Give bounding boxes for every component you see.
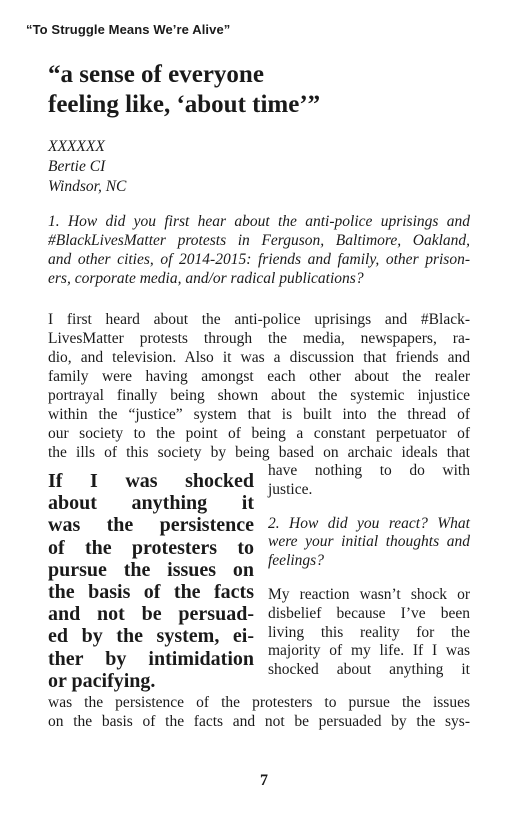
answer-1-line: have nothing to do with bbox=[268, 462, 470, 479]
pull-quote-line: pursue the issues on bbox=[48, 558, 254, 581]
pull-quote-line: about anything it bbox=[48, 492, 254, 515]
pull-quote-line: of the protesters to bbox=[48, 536, 254, 559]
answer-2-line: disbelief because I’ve been bbox=[268, 604, 470, 622]
pull-quote-line: was the persistence bbox=[48, 514, 254, 537]
author-name: XXXXXX bbox=[48, 138, 105, 155]
right-column bbox=[268, 462, 470, 680]
answer-2-line: My reaction wasn’t shock or bbox=[268, 585, 470, 603]
article-title bbox=[48, 60, 478, 120]
answer-1 bbox=[48, 310, 470, 462]
running-head: “To Struggle Means We’re Alive” bbox=[26, 22, 231, 37]
answer-2-line: shocked about anything it bbox=[268, 661, 470, 679]
answer-1-line: portrayal finally being shown about the systemic injustice bbox=[48, 387, 470, 404]
answer-1-line: within the “justice” system that is built into the thread of bbox=[48, 406, 470, 423]
question-1-line: 1. How did you first hear about the anti-police uprisings and bbox=[48, 213, 470, 230]
title-line: feeling like, ‘about time’” bbox=[48, 91, 321, 118]
question-1 bbox=[48, 212, 470, 288]
question-1-line: ers, corporate media, and/or radical publications? bbox=[48, 270, 364, 287]
question-2-line: were your initial thoughts and bbox=[268, 533, 470, 551]
question-2-line: 2. How did you react? What bbox=[268, 514, 470, 532]
answer-2-line: living this reality for the bbox=[268, 623, 470, 641]
answer-1-line: the ills of this society by being based on archaic ideals that bbox=[48, 444, 470, 461]
question-2 bbox=[268, 515, 470, 571]
pull-quote-line: and not be persuad- bbox=[48, 603, 254, 626]
pull-quote-line: or pacifying. bbox=[48, 669, 156, 692]
author-location: Windsor, NC bbox=[48, 178, 127, 195]
page-number: 7 bbox=[260, 772, 268, 789]
author-facility: Bertie CI bbox=[48, 158, 106, 175]
title-line: “a sense of everyone bbox=[48, 61, 264, 88]
answer-2-line: on the basis of the facts and not be persuaded by the sys- bbox=[48, 713, 470, 730]
answer-1-continuation bbox=[268, 462, 470, 500]
answer-1-line: LivesMatter protests through the media, newspapers, ra- bbox=[48, 330, 470, 347]
author-block bbox=[48, 137, 126, 197]
answer-2-line: majority of my life. If I was bbox=[268, 642, 470, 660]
answer-1-line: dio, and television. Also it was a discussion that friends and bbox=[48, 349, 470, 366]
answer-1-line: our society to the point of being a constant perpetuator of bbox=[48, 425, 470, 442]
answer-1-line: I first heard about the anti-police uprisings and #Black- bbox=[48, 311, 470, 328]
pull-quote-line: ther by intimidation bbox=[48, 647, 254, 670]
pull-quote-line: the basis of the facts bbox=[48, 581, 254, 604]
pull-quote-line: If I was shocked bbox=[48, 470, 254, 492]
pull-quote bbox=[48, 470, 254, 692]
answer-2 bbox=[268, 586, 470, 680]
answer-2-line: was the persistence of the protesters to pursue the issues bbox=[48, 694, 470, 711]
pull-quote-line: ed by the system, ei- bbox=[48, 625, 254, 648]
answer-2-continuation bbox=[48, 693, 470, 731]
question-2-line: feelings? bbox=[268, 552, 324, 570]
answer-1-line: justice. bbox=[268, 480, 313, 498]
question-1-line: #BlackLivesMatter protests in Ferguson, Baltimore, Oakland, bbox=[48, 232, 470, 249]
question-1-line: and other cities, of 2014-2015: friends and family, other prison- bbox=[48, 251, 470, 268]
answer-1-line: family were having amongst each other about the realer bbox=[48, 368, 470, 385]
